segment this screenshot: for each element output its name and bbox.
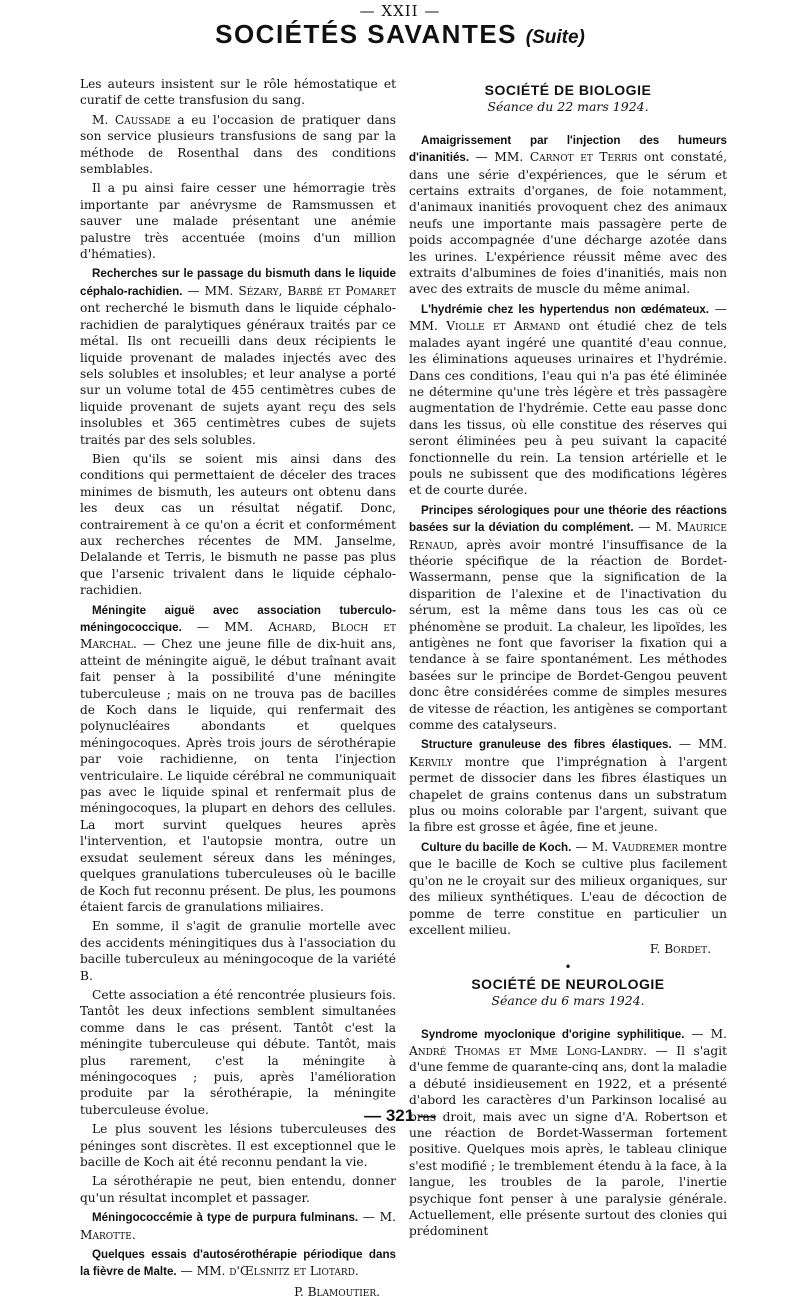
session-date: Séance du 22 mars 1924.: [487, 99, 649, 115]
society-heading: SOCIÉTÉ DE BIOLOGIE: [484, 82, 652, 98]
article-authors: — M. André Thomas et Mme Long-Landry.: [409, 1026, 727, 1058]
article-entry: [409, 301, 727, 499]
page-number: — 321 —: [364, 1106, 436, 1125]
article-text: ont recherché le bismuth dans le liquide céphalo-rachidien de paralytiques généraux traités par ce métal. Ils ont recueilli dans deux récipients le liquide provenant de malades injectés avec des sels solubles et insolubles; et leur analyse a porté sur un volume total de 455 centimètres cubes de liquide provenant de sujets ayant reçu des sels insolubles et 365 centimètres cubes de sujets traités par des sels solubles.: [80, 301, 396, 447]
article-title: Principes sérologiques pour une théorie des réactions basées sur la déviation du complément.: [409, 503, 727, 535]
paragraph: [80, 112, 396, 178]
article-entry: [409, 132, 727, 298]
article-authors: — MM. Violle et Armand: [409, 301, 727, 334]
signature: P. Blamoutier.: [294, 1284, 380, 1299]
paragraph: Les auteurs insistent sur le rôle hémostatique et curatif de cette transfusion du sang.: [80, 77, 396, 108]
paragraph: En somme, il s'agit de granulie mortelle avec des accidents méningitiques dus à l'association du bacille tuberculeux au méningocoque de la variété B.: [80, 919, 396, 983]
page-header: [0, 2, 800, 52]
section-title: [0, 20, 800, 52]
article-title: L'hydrémie chez les hypertendus non œdémateux.: [421, 302, 710, 316]
page-roman-number: — XXII —: [359, 2, 441, 20]
paragraph: Cette association a été rencontrée plusieurs fois. Tantôt les deux infections semblent simultanées comme dans le cas présent. Tantôt c'est la méningite tuberculeuse qui débute. Tantôt, mais plus rarement, c'est la méningite à méningocoques ; puis, après l'amélioration produite par la sérothérapie, la méningite tuberculeuse évolue.: [80, 987, 396, 1117]
article-entry: [80, 1246, 396, 1281]
article-text: après avoir montré l'insuffisance de la théorie spécifique de la réaction de Bordet-Wassermann, pense que la signification de la disparition de l'alexine et de l'inactivation du sérum, est la même dans tous les cas où ce phénomène se produit. La chaleur, les lipoïdes, les antigènes ne font que favoriser la fixation qui a tendance à se faire spontanément. Les méthodes basées sur le principe de Bordet-Gengou peuvent donc être considérées comme de simples mesures de vitesse de réaction, les antigènes se comportant comme des catalyseurs.: [409, 537, 727, 733]
article-text: ont constaté, dans une série d'expériences, que le sérum et certains extraits d'organes, de foie notamment, d'animaux inanitiés provoquent chez des animaux neufs une importante mais passagère perte de poids accompagnée d'une décharge azotée dans les urines. L'expérience réussit même avec des extraits d'albumines de foies d'inanitiés, mais non avec des extraits de muscle du même animal.: [409, 150, 727, 297]
article-authors: — M. Maurice Renaud,: [409, 520, 727, 552]
article-text: — Chez une jeune fille de dix-huit ans, atteint de méningite aiguë, le début traînant avait fait penser à la possibilité d'une méningite tuberculeuse ; mais on ne trouva pas de bacilles de Koch dans le liquide, qui renfermait des polynucléaires abondants et quelques méningocoques. Après trois jours de sérothérapie par voie rachidienne, on tenta l'injection ventriculaire. Le liquide cérébral ne communiquait pas avec le liquide spinal et renfermait plus de méningocoques, la plupart en dehors des cellules. La mort survint quelques heures après l'intervention, et l'autopsie montra, outre un exsudat seulement séreux dans les méninges, quelques granulations tuberculeuses où le bacille de Koch fut reconnu présent. De plus, les poumons étaient farcis de granulations miliaires.: [80, 637, 396, 914]
right-column: [409, 78, 727, 1243]
article-authors: — M. Vaudremer: [571, 839, 679, 854]
article-title: Syndrome myoclonique d'origine syphilitique.: [421, 1027, 685, 1041]
section-title-suite: (Suite): [525, 27, 585, 48]
paragraph-text: a eu l'occasion de pratiquer dans son service plusieurs transfusions de sang par la méthode de Rosenthal dans des conditions semblables.: [80, 112, 396, 177]
article-authors: — MM. d'Œlsnitz et Liotard.: [176, 1264, 359, 1279]
article-authors: — M. Marotte.: [80, 1210, 397, 1242]
article-title: Quelques essais d'autosérothérapie périodique dans la fièvre de Malte.: [80, 1248, 396, 1279]
section-title-text: SOCIÉTÉS SAVANTES: [215, 19, 518, 49]
article-entry: [409, 736, 727, 835]
article-entry: [409, 839, 727, 938]
article-title: Culture du bacille de Koch.: [421, 840, 572, 854]
society-heading: SOCIÉTÉ DE NEUROLOGIE: [471, 975, 665, 992]
article-text: montre que l'imprégnation à l'argent permet de dissocier dans les fibres élastiques un chapelet de grains contenus dans un substratum plus ou moins colorable par l'argent, suivant que la fibre est grosse et âgée, fine et jeune.: [409, 754, 727, 835]
article-text: — Il s'agit d'une femme de quarante-cinq ans, dont la maladie a débuté insidieusement en 1922, et a présenté d'abord les caractères d'un Parkinson localisé au bras droit, mais avec un signe d'A. Robertson et une réaction de Bordet-Wasserman fortement positive. Quelques mois après, le tableau clinique s'est modifié ; le tremblement étendu à la face, à la langue, les troubles de la parole, l'inertie psychique font penser à une paralysie générale. Actuellement, elle présente surtout des clonies qui prédominent: [409, 1043, 727, 1239]
article-entry: [409, 1026, 727, 1240]
article-authors: — MM. Carnot et Terris: [469, 150, 638, 165]
session-date: Séance du 6 mars 1924.: [491, 993, 645, 1009]
article-title: Recherches sur le passage du bismuth dans le liquide céphalo-rachidien.: [80, 267, 396, 298]
author-name: M. Caussade: [92, 112, 171, 127]
article-text: montre que le bacille de Koch se cultive plus facilement qu'on ne le croyait sur des milieux organiques, sur des milieux synthétiques. L'eau de décoction de pomme de terre constitue en particulier un excellent milieu.: [409, 839, 727, 937]
article-title: Méningococcémie à type de purpura fulminans.: [92, 1211, 359, 1225]
paragraph: Le plus souvent les lésions tuberculeuses des péninges sont discrètes. Il est exceptionnel que le bacille de Koch ait été reconnu pendant la vie.: [80, 1122, 396, 1169]
separator-dot: •: [564, 959, 572, 974]
article-entry: [409, 502, 727, 734]
article-authors: — MM. Sézary, Barbé et Pomaret: [182, 283, 396, 298]
article-authors: — MM. Achard, Bloch et Marchal.: [80, 620, 396, 652]
article-text: ont étudié chez de tels malades ayant ingéré une quantité d'eau connue, les éliminations aqueuses urinaires et l'hydrémie. Dans ces conditions, l'eau qui n'a pas été éliminée ne détermine qu'une très légère et très passagère augmentation de l'hydrémie. Cette eau passe donc dans les tissus, où elle constitue des réserves qui seront éliminées peu à peu suivant la capacité fonctionnelle du rein. La tension artérielle et le pouls ne subissent que des modifications légères et de courte durée.: [409, 319, 727, 498]
article-title: Amaigrissement par l'injection des humeurs d'inanitiés.: [409, 133, 727, 165]
paragraph: La sérothérapie ne peut, bien entendu, donner qu'un résultat incomplet et passager.: [80, 1174, 396, 1205]
article-entry: [80, 1209, 396, 1243]
signature: F. Bordet.: [649, 942, 711, 957]
article-authors: — MM. Kervily: [409, 737, 727, 769]
paragraph: Bien qu'ils se soient mis ainsi dans des conditions qui permettaient de déceler des traces minimes de bismuth, les auteurs ont obtenu dans les deux cas un résultat négatif. Donc, contrairement à ce qu'on a écrit et conformément aux recherches récentes de MM. Janselme, Delalande et Terris, le bismuth ne passe pas plus que l'arsenic trivalent dans le liquide céphalo-rachidien.: [80, 451, 396, 598]
article-title: Méningite aiguë avec association tuberculo-méningococcique.: [80, 603, 396, 634]
article-entry: [80, 602, 396, 916]
paragraph: Il a pu ainsi faire cesser une hémorragie très importante par anévrysme de Ramsmussen et sauver une malade présentant une anémie palustre très accentuée (moins d'un million d'hématies).: [80, 181, 396, 262]
article-entry: [80, 265, 396, 447]
article-title: Structure granuleuse des fibres élastiques.: [421, 738, 672, 752]
